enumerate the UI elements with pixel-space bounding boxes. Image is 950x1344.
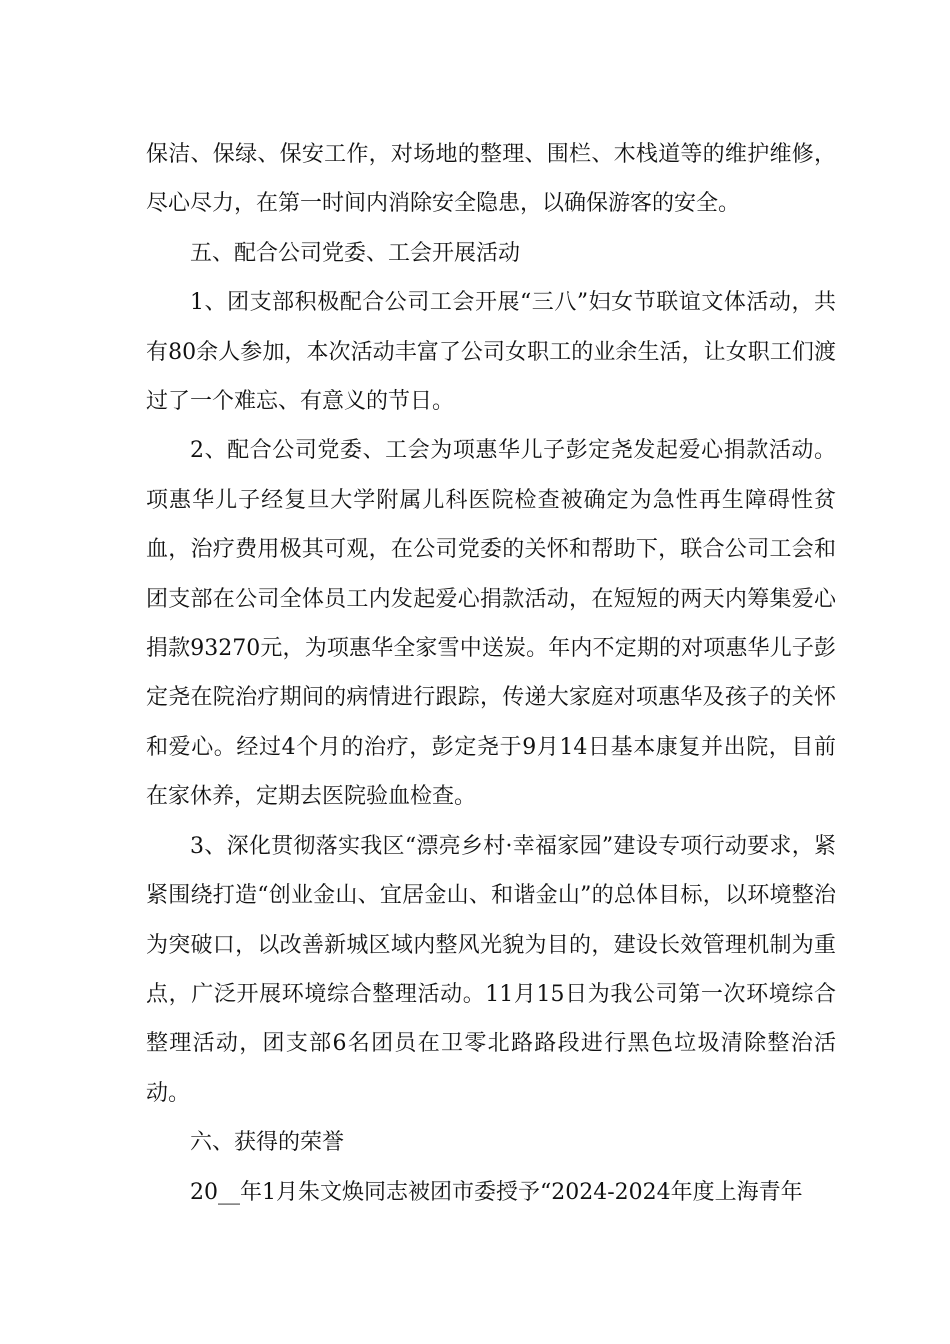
paragraph-item-3: 3、深化贯彻落实我区“漂亮乡村·幸福家园”建设专项行动要求，紧紧围绕打造“创业金山、宜居金山、和谐金山”的总体目标，以环境整治为突破口，以改善新城区域内整风光貌为目的，建设长效管理机制为重点，广泛开展环境综合整理活动。11月15日为我公司第一次环境综合整理活动，团支部6名团员在卫零北路路段进行黑色垃圾清除整治活动。 — [146, 833, 836, 1106]
paragraph-continuation: 保洁、保绿、保安工作，对场地的整理、围栏、木栈道等的维护维修，尽心尽力，在第一时间内消除安全隐患，以确保游客的安全。 — [146, 142, 836, 217]
paragraph-item-2: 2、配合公司党委、工会为项惠华儿子彭定尧发起爱心捐款活动。项惠华儿子经复旦大学附属儿科医院检查被确定为急性再生障碍性贫血，治疗费用极其可观，在公司党委的关怀和帮助下，联合公司工会和团支部在公司全体员工内发起爱心捐款活动，在短短的两天内筹集爱心捐款93270元，为项惠华全家雪中送炭。年内不定期的对项惠华儿子彭定尧在院治疗期间的病情进行跟踪，传递大家庭对项惠华及孩子的关怀和爱心。经过4个月的治疗，彭定尧于9月14日基本康复并出院，目前在家休养，定期去医院验血检查。 — [146, 438, 836, 810]
paragraph-honor: 20__年1月朱文焕同志被团市委授予“2024-2024年度上海青年 — [190, 1179, 803, 1205]
section-heading-five: 五、配合公司党委、工会开展活动 — [190, 240, 521, 266]
document-page — [146, 130, 836, 1217]
section-heading-six: 六、获得的荣誉 — [190, 1130, 345, 1156]
paragraph-item-1: 1、团支部积极配合公司工会开展“三八”妇女节联谊文体活动，共有80余人参加，本次活动丰富了公司女职工的业余生活，让女职工们渡过了一个难忘、有意义的节日。 — [146, 290, 836, 415]
